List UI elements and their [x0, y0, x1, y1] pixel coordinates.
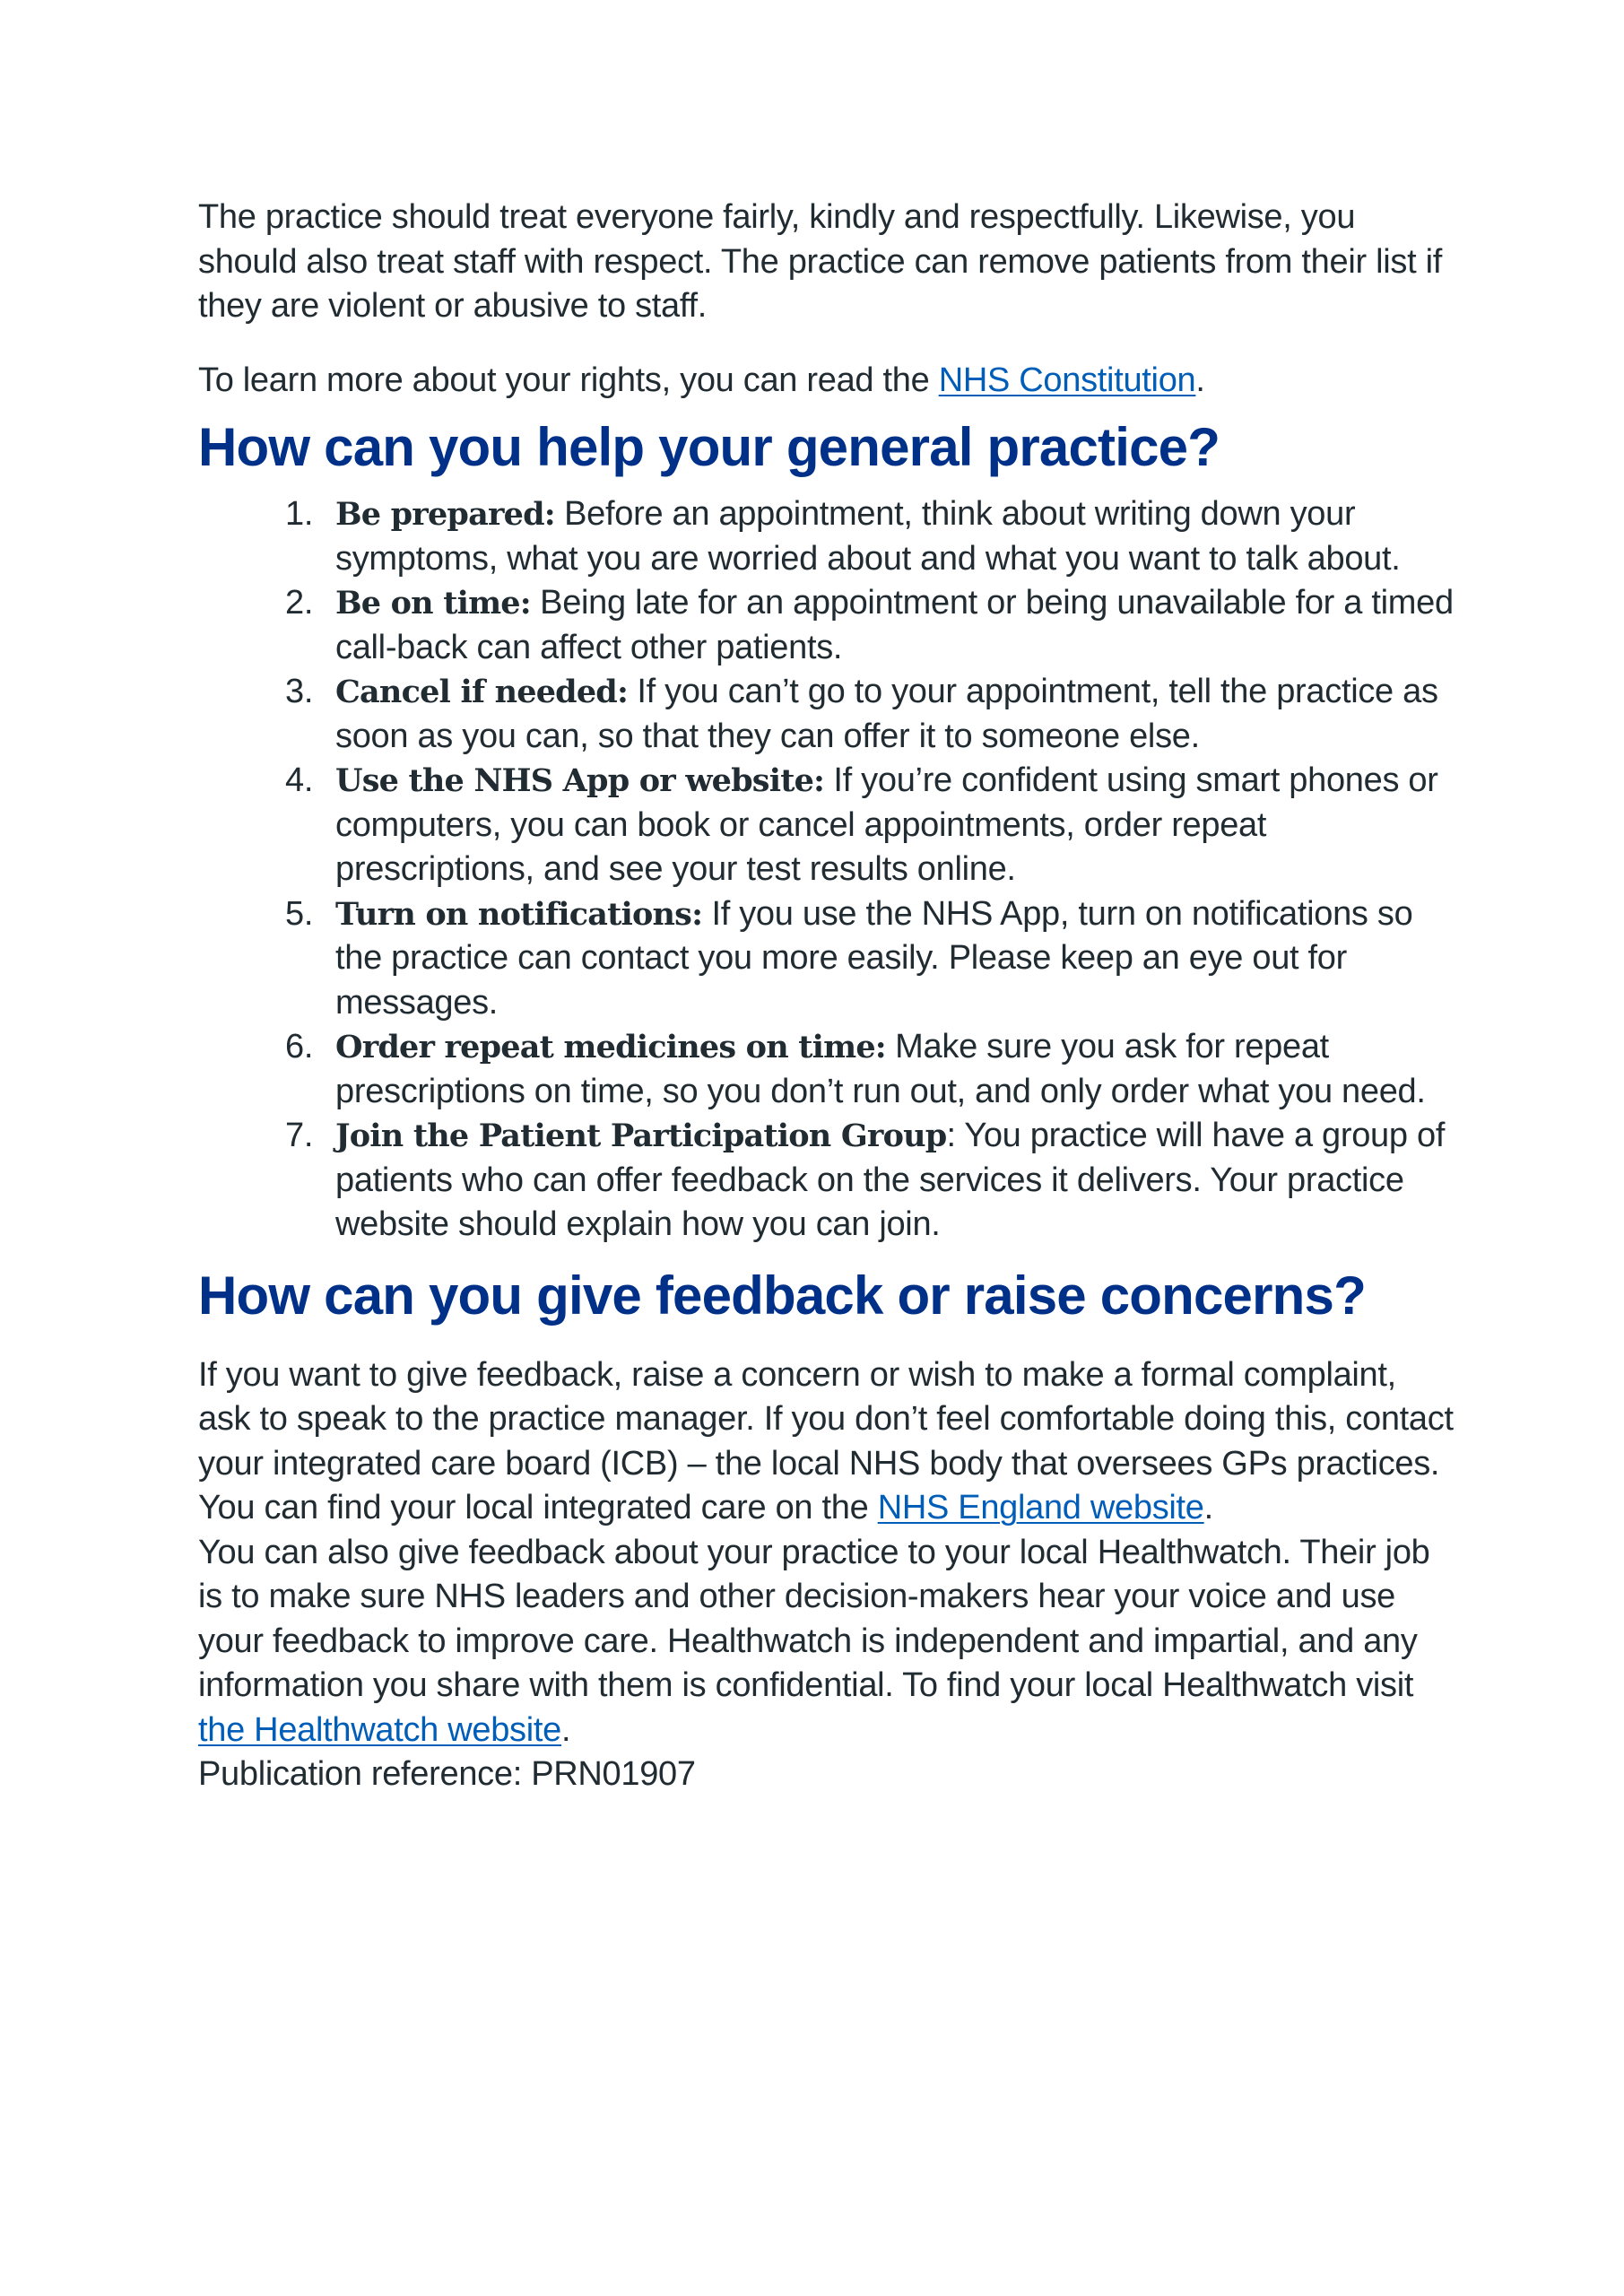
rights-text-end: .	[1195, 361, 1205, 399]
list-item-text: If you can’t go to your appointment, tell the practice as soon as you can, so that they can offer it to someone else.	[335, 673, 1438, 755]
list-item-title: Be prepared:	[335, 496, 555, 533]
list-item	[285, 1025, 1454, 1114]
document-page	[198, 196, 1454, 1797]
publication-reference: Publication reference: PRN01907	[198, 1755, 696, 1793]
list-item-number: 3.	[285, 673, 314, 710]
list-item	[285, 670, 1454, 759]
list-item-text: Make sure you ask for repeat prescriptions on time, so you don’t run out, and only order what you need.	[335, 1028, 1426, 1110]
list-item-title: Join the Patient Participation Group	[335, 1118, 947, 1154]
icb-text: If you want to give feedback, raise a concern or wish to make a formal complaint, ask to speak to the practice manager. If you don’t feel comfortable doing this, contact your integrated care board (ICB) – the local NHS body that oversees GPs practices. You can find your local integrated care on the	[198, 1355, 1454, 1526]
rights-text: To learn more about your rights, you can read the	[198, 361, 939, 399]
feedback-section-heading: How can you give feedback or raise concerns?	[198, 1265, 1366, 1326]
list-item-text: If you’re confident using smart phones or computers, you can book or cancel appointments, order repeat prescriptions, and see your test results online.	[335, 761, 1438, 888]
feedback-paragraph-healthwatch	[198, 1531, 1454, 1753]
list-item-number: 4.	[285, 761, 314, 799]
list-item-number: 2.	[285, 584, 314, 622]
intro-paragraph-respect: The practice should treat everyone fairly, kindly and respectfully. Likewise, you should also treat staff with respect. The practice can remove patients from their list if they are violent or abusive to staff.	[198, 198, 1442, 325]
list-item-text: If you use the NHS App, turn on notifications so the practice can contact you more easily. Please keep an eye out for messages.	[335, 894, 1413, 1022]
list-item-title: Use the NHS App or website:	[335, 762, 825, 799]
list-item	[285, 492, 1454, 581]
list-item-title: Order repeat medicines on time:	[335, 1029, 886, 1065]
feedback-paragraph-icb	[198, 1353, 1454, 1531]
list-item	[285, 759, 1454, 892]
list-item	[285, 1114, 1454, 1248]
icb-text-end: .	[1203, 1489, 1213, 1526]
list-item	[285, 892, 1454, 1026]
nhs-constitution-link[interactable]: NHS Constitution	[938, 361, 1196, 399]
list-item-number: 6.	[285, 1028, 314, 1065]
healthwatch-website-link[interactable]: the Healthwatch website	[198, 1710, 561, 1749]
list-item-title: Cancel if needed:	[335, 674, 629, 710]
intro-paragraph-rights	[198, 359, 1454, 404]
list-item-title: Turn on notifications:	[335, 895, 703, 933]
list-item-number: 5.	[285, 894, 314, 933]
feedback-body	[198, 1353, 1454, 1797]
nhs-england-website-link[interactable]: NHS England website	[877, 1489, 1204, 1526]
list-item-text: : You practice will have a group of patients who can offer feedback on the services it delivers. Your practice website should explain how you can join.	[335, 1117, 1446, 1243]
list-item-text: Before an appointment, think about writing down your symptoms, what you are worried about and what you want to talk about.	[335, 495, 1401, 578]
list-item-text: Being late for an appointment or being unavailable for a timed call-back can affect other patients.	[335, 584, 1454, 666]
healthwatch-text-end: .	[561, 1710, 571, 1749]
help-tips-list	[198, 492, 1454, 1248]
list-item-title: Be on time:	[335, 585, 531, 622]
healthwatch-text: You can also give feedback about your practice to your local Healthwatch. Their job is to make sure NHS leaders and other decision-makers hear your voice and use your feedback to improve care. Healthwatch is independent and impartial, and any information you share with them is confidential. To find your local Healthwatch visit	[198, 1533, 1430, 1704]
list-item-number: 1.	[285, 495, 314, 533]
list-item-number: 7.	[285, 1117, 314, 1154]
help-section-heading: How can you help your general practice?	[198, 417, 1220, 477]
list-item	[285, 581, 1454, 670]
